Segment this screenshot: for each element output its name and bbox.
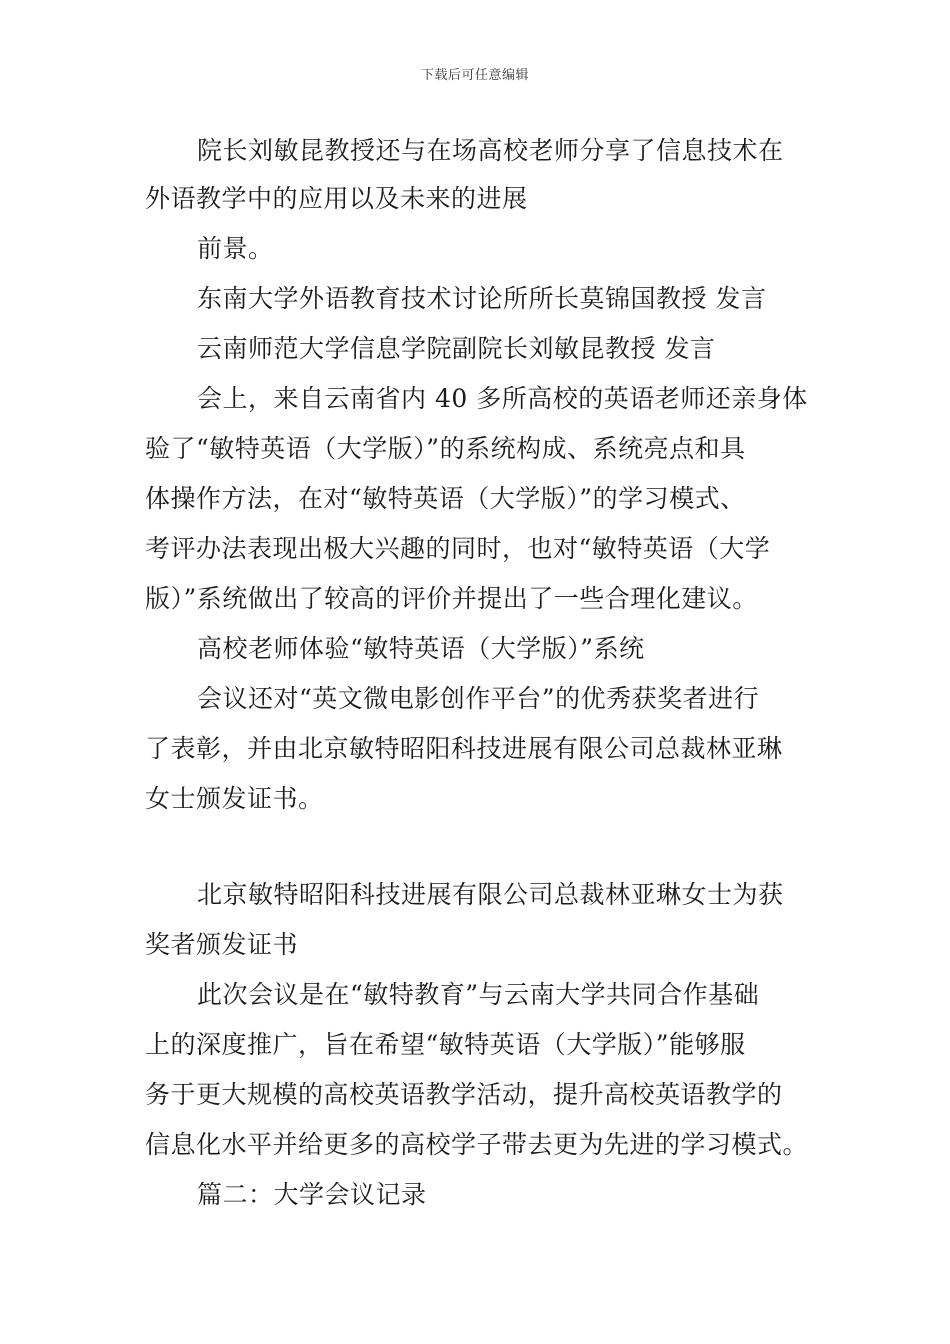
paragraph-line: 院长刘敏昆教授还与在场高校老师分享了信息技术在 (197, 136, 784, 165)
paragraph-line: 版）”系统做出了较高的评价并提出了一些合理化建议。 (145, 584, 758, 613)
section-heading: 篇二：大学会议记录 (197, 1180, 427, 1209)
caption-line: 高校老师体验“敏特英语（大学版）”系统 (197, 634, 645, 663)
paragraph-line: 此次会议是在“敏特教育”与云南大学共同合作基础 (197, 980, 760, 1009)
paragraph-line: 考评办法表现出极大兴趣的同时，也对“敏特英语（大学 (145, 534, 771, 563)
caption-line: 北京敏特昭阳科技进展有限公司总裁林亚琳女士为获 (197, 880, 784, 909)
paragraph-line: 信息化水平并给更多的高校学子带去更为先进的学习模式。 (145, 1130, 809, 1159)
caption-line: 奖者颁发证书 (145, 930, 299, 959)
paragraph-line: 会上，来自云南省内 40 多所高校的英语老师还亲身体 (197, 384, 808, 413)
paragraph-line: 务于更大规模的高校英语教学活动，提升高校英语教学的 (145, 1080, 783, 1109)
paragraph-line: 女士颁发证书。 (145, 784, 324, 813)
paragraph-line: 会议还对“英文微电影创作平台”的优秀获奖者进行 (197, 684, 760, 713)
paragraph-line: 体操作方法，在对“敏特英语（大学版）”的学习模式、 (145, 484, 746, 513)
paragraph-line: 上的深度推广，旨在希望“敏特英语（大学版）”能够服 (145, 1030, 746, 1059)
paragraph-line: 验了“敏特英语（大学版）”的系统构成、系统亮点和具 (145, 434, 746, 463)
paragraph-line: 外语教学中的应用以及未来的进展 (145, 184, 528, 213)
paragraph-line: 了表彰，并由北京敏特昭阳科技进展有限公司总裁林亚琳 (145, 734, 783, 763)
caption-line: 东南大学外语教育技术讨论所所长莫锦国教授 发言 (197, 284, 767, 313)
caption-line: 云南师范大学信息学院副院长刘敏昆教授 发言 (197, 334, 716, 363)
paragraph-line: 前景。 (197, 234, 274, 263)
header-note: 下载后可任意编辑 (420, 68, 529, 83)
